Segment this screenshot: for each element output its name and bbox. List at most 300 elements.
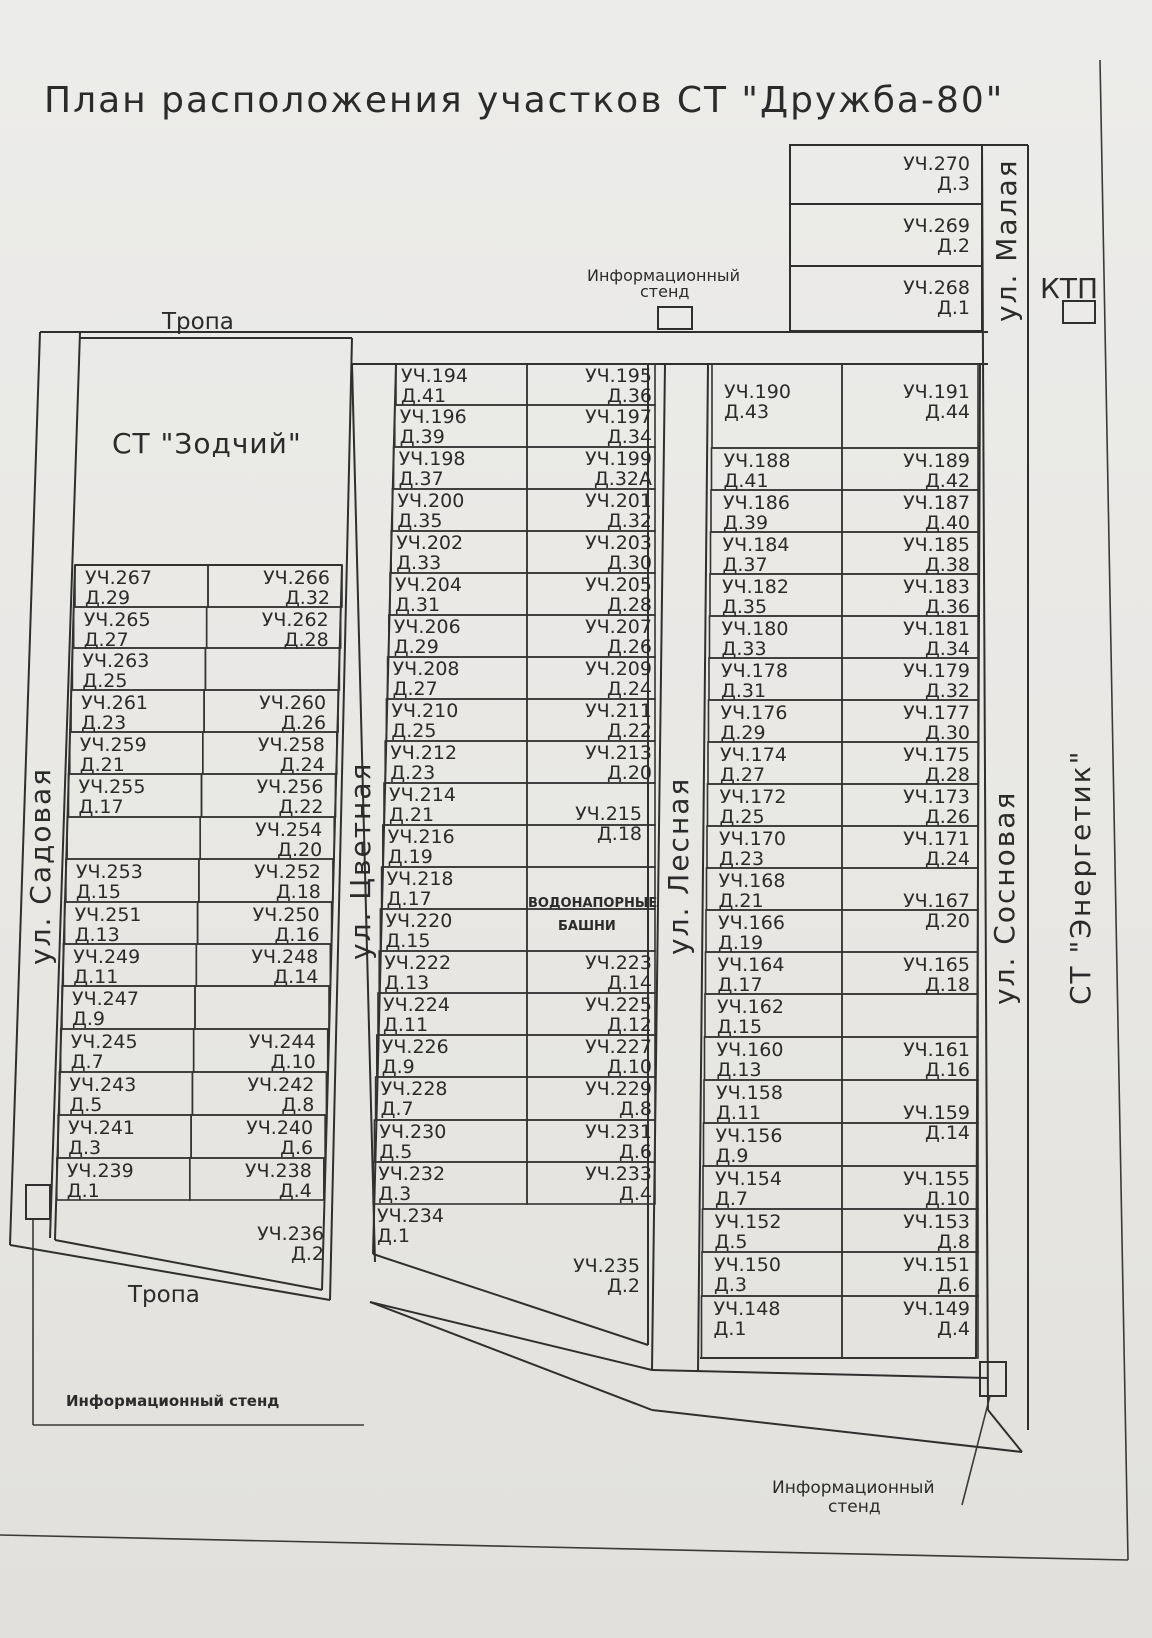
lot-house-number: Д.20 — [606, 762, 652, 784]
lot-214[interactable] — [389, 784, 456, 826]
lot-number: УЧ.150 — [714, 1254, 781, 1276]
lot-number: УЧ.215 — [575, 803, 642, 825]
lot-176[interactable] — [721, 702, 788, 744]
lot-177[interactable] — [903, 702, 970, 744]
lot-243[interactable] — [69, 1074, 136, 1116]
lot-181[interactable] — [903, 618, 970, 660]
lot-house-number: Д.7 — [715, 1188, 748, 1210]
lot-250[interactable] — [253, 904, 320, 946]
lot-180[interactable] — [722, 618, 789, 660]
lot-number: УЧ.220 — [385, 910, 453, 932]
lot-number: УЧ.235 — [573, 1255, 640, 1277]
lot-265[interactable] — [84, 609, 151, 651]
lot-number: УЧ.251 — [74, 904, 142, 926]
lot-number: УЧ.208 — [392, 658, 460, 680]
lot-house-number: Д.15 — [717, 1016, 763, 1038]
lot-number: УЧ.253 — [75, 861, 143, 883]
lot-232[interactable] — [378, 1163, 445, 1205]
lot-boundary — [67, 817, 200, 859]
lot-house-number: Д.27 — [720, 764, 766, 786]
lot-number: УЧ.260 — [259, 692, 327, 714]
lot-number: УЧ.267 — [85, 567, 152, 589]
tropa-top-label: Тропа — [162, 309, 234, 335]
lot-155[interactable] — [903, 1168, 970, 1210]
lot-239[interactable] — [67, 1160, 134, 1202]
lot-number: УЧ.210 — [391, 700, 459, 722]
lot-number: УЧ.269 — [903, 215, 970, 237]
lot-number: УЧ.233 — [585, 1163, 652, 1185]
lot-number: УЧ.228 — [380, 1078, 448, 1100]
lot-house-number: Д.18 — [275, 881, 321, 903]
lot-number: УЧ.211 — [585, 700, 652, 722]
info-stand-bottom-label-2: стенд — [828, 1497, 881, 1517]
lot-173[interactable] — [903, 786, 970, 828]
lot-house-number: Д.39 — [399, 426, 445, 448]
lot-188[interactable] — [724, 450, 791, 492]
lot-170[interactable] — [719, 828, 786, 870]
lot-house-number: Д.1 — [377, 1225, 410, 1247]
lot-house-number: Д.12 — [606, 1014, 652, 1036]
lot-167[interactable] — [903, 890, 970, 932]
lot-house-number: Д.36 — [606, 385, 652, 407]
lot-house-number: Д.20 — [924, 910, 970, 932]
info-stand-left-icon — [26, 1185, 50, 1219]
lot-house-number: Д.5 — [69, 1094, 103, 1116]
lot-197[interactable] — [585, 406, 652, 448]
lot-house-number: Д.32 — [606, 510, 652, 532]
lot-number: УЧ.168 — [718, 870, 786, 892]
lot-number: УЧ.227 — [585, 1036, 652, 1058]
lot-house-number: Д.22 — [606, 720, 652, 742]
lot-grid — [57, 364, 978, 1358]
lot-number: УЧ.162 — [717, 996, 784, 1018]
street-sosnovaya: ул. Сосновая — [988, 790, 1021, 1005]
lot-house-number: Д.2 — [607, 1275, 640, 1297]
lot-house-number: Д.19 — [718, 932, 764, 954]
lot-number: УЧ.182 — [722, 576, 789, 598]
st-energetik-label: СТ "Энергетик" — [1064, 749, 1097, 1005]
lot-174[interactable] — [720, 744, 787, 786]
lot-165[interactable] — [903, 954, 970, 996]
lot-number: УЧ.231 — [585, 1121, 652, 1143]
info-stand-left-label: Информационный стенд — [66, 1392, 280, 1410]
lot-205[interactable] — [585, 574, 652, 616]
lot-222[interactable] — [384, 952, 451, 994]
lot-house-number: Д.1 — [713, 1318, 747, 1340]
lot-183[interactable] — [903, 576, 970, 618]
lot-house-number: Д.21 — [79, 754, 125, 776]
lot-house-number: Д.25 — [391, 720, 437, 742]
lot-house-number: Д.19 — [387, 846, 433, 868]
street-tsvetnaya: ул. Цветная — [344, 761, 377, 960]
lot-number: УЧ.195 — [585, 365, 652, 387]
lot-house-number: Д.26 — [281, 712, 327, 734]
lot-number: УЧ.151 — [903, 1254, 970, 1276]
lot-172[interactable] — [720, 786, 787, 828]
lot-225[interactable] — [585, 994, 652, 1036]
lot-house-number: Д.8 — [281, 1094, 315, 1116]
lot-house-number: Д.23 — [81, 712, 127, 734]
lot-house-number: Д.32 — [284, 587, 330, 609]
lot-179[interactable] — [903, 660, 970, 702]
lot-number: УЧ.245 — [70, 1031, 138, 1053]
lot-263[interactable] — [82, 650, 149, 692]
lot-number: УЧ.254 — [255, 819, 323, 841]
road-south-5 — [988, 1410, 1022, 1452]
lot-house-number: Д.34 — [606, 426, 652, 448]
lot-house-number: Д.4 — [278, 1180, 312, 1202]
info-stand-bottom-label-1: Информационный — [772, 1478, 935, 1498]
lot-260[interactable] — [259, 692, 326, 734]
lot-house-number: Д.38 — [924, 554, 970, 576]
lot-269[interactable] — [903, 215, 970, 257]
lot-224[interactable] — [383, 994, 450, 1036]
lot-boundary — [205, 648, 339, 690]
lot-number: УЧ.194 — [401, 365, 468, 387]
lot-number: УЧ.203 — [585, 532, 652, 554]
lot-194[interactable] — [401, 365, 468, 407]
lot-house-number: Д.9 — [381, 1056, 415, 1078]
lot-252[interactable] — [254, 861, 321, 903]
lot-164[interactable] — [718, 954, 785, 996]
lot-number: УЧ.256 — [256, 776, 324, 798]
lot-226[interactable] — [382, 1036, 449, 1078]
lot-number: УЧ.170 — [719, 828, 786, 850]
lot-number: УЧ.207 — [585, 616, 652, 638]
lot-233[interactable] — [585, 1163, 652, 1205]
lot-house-number: Д.21 — [718, 890, 764, 912]
lot-house-number: Д.17 — [717, 974, 763, 996]
road-south-1 — [370, 1302, 652, 1370]
lot-number: УЧ.232 — [378, 1163, 446, 1185]
road-south-2 — [652, 1370, 988, 1378]
lot-house-number: Д.28 — [924, 764, 970, 786]
lot-house-number: Д.35 — [397, 510, 443, 532]
lot-number: УЧ.186 — [723, 492, 790, 514]
lot-207[interactable] — [585, 616, 652, 658]
lot-house-number: Д.29 — [85, 587, 131, 609]
lot-house-number: Д.11 — [716, 1102, 762, 1124]
lot-151[interactable] — [903, 1254, 970, 1296]
lot-189[interactable] — [903, 450, 970, 492]
lot-number: УЧ.161 — [903, 1039, 970, 1061]
lot-number: УЧ.240 — [246, 1117, 314, 1139]
lot-house-number: Д.11 — [383, 1014, 429, 1036]
lot-209[interactable] — [585, 658, 652, 700]
lot-house-number: Д.40 — [924, 512, 970, 534]
lot-204[interactable] — [395, 574, 462, 616]
lot-number: УЧ.167 — [903, 890, 970, 912]
lot-house-number: Д.42 — [924, 470, 970, 492]
lot-number: УЧ.200 — [397, 490, 465, 512]
lot-number: УЧ.160 — [716, 1039, 784, 1061]
lot-198[interactable] — [399, 448, 466, 490]
lot-number: УЧ.248 — [251, 946, 319, 968]
lot-number: УЧ.198 — [398, 448, 466, 470]
lot-228[interactable] — [381, 1078, 448, 1120]
water-towers-label-1: ВОДОНАПОРНЫЕ — [528, 896, 658, 911]
lot-number: УЧ.216 — [387, 826, 455, 848]
lot-number: УЧ.223 — [585, 952, 652, 974]
lot-152[interactable] — [715, 1211, 782, 1253]
lot-234[interactable] — [377, 1205, 444, 1247]
lot-number: УЧ.258 — [257, 734, 325, 756]
lot-number: УЧ.218 — [386, 868, 454, 890]
lot-251[interactable] — [75, 904, 142, 946]
lot-245[interactable] — [71, 1031, 138, 1073]
lot-206[interactable] — [394, 616, 461, 658]
lot-249[interactable] — [73, 946, 140, 988]
lot-number: УЧ.243 — [69, 1074, 137, 1096]
lot-187[interactable] — [903, 492, 970, 534]
lot-house-number: Д.3 — [714, 1274, 747, 1296]
lot-190[interactable] — [724, 381, 791, 423]
lot-house-number: Д.5 — [714, 1231, 748, 1253]
road-south-4 — [370, 1302, 652, 1410]
lot-220[interactable] — [385, 910, 452, 952]
lot-number: УЧ.255 — [78, 776, 146, 798]
lot-215[interactable] — [575, 803, 642, 845]
lot-178[interactable] — [721, 660, 788, 702]
lot-227[interactable] — [585, 1036, 652, 1078]
lot-number: УЧ.242 — [247, 1074, 315, 1096]
lot-number: УЧ.225 — [585, 994, 652, 1016]
lot-house-number: Д.26 — [924, 806, 970, 828]
lot-171[interactable] — [903, 828, 970, 870]
lot-house-number: Д.33 — [396, 552, 442, 574]
lot-house-number: Д.27 — [83, 629, 129, 651]
lot-186[interactable] — [723, 492, 790, 534]
lot-247[interactable] — [72, 988, 139, 1030]
lot-266[interactable] — [263, 567, 330, 609]
lot-191[interactable] — [903, 381, 970, 423]
lot-house-number: Д.8 — [937, 1231, 970, 1253]
lot-number: УЧ.184 — [722, 534, 790, 556]
lot-number: УЧ.176 — [720, 702, 788, 724]
lot-184[interactable] — [723, 534, 790, 576]
lot-212[interactable] — [390, 742, 457, 784]
lot-number: УЧ.189 — [903, 450, 970, 472]
lot-house-number: Д.14 — [273, 966, 319, 988]
lot-house-number: Д.25 — [719, 806, 765, 828]
lot-238[interactable] — [245, 1160, 312, 1202]
lot-218[interactable] — [387, 868, 454, 910]
lot-house-number: Д.44 — [924, 401, 970, 423]
lot-house-number: Д.5 — [379, 1141, 413, 1163]
lot-number: УЧ.158 — [716, 1082, 783, 1104]
lot-number: УЧ.188 — [723, 450, 791, 472]
lot-244[interactable] — [249, 1031, 316, 1073]
lot-house-number: Д.28 — [283, 629, 329, 651]
lot-number: УЧ.202 — [396, 532, 464, 554]
lot-number: УЧ.261 — [81, 692, 149, 714]
lot-208[interactable] — [393, 658, 460, 700]
lot-house-number: Д.30 — [924, 722, 970, 744]
lot-number: УЧ.164 — [717, 954, 785, 976]
lot-154[interactable] — [715, 1168, 782, 1210]
lot-house-number: Д.20 — [277, 839, 323, 861]
street-sadovaya: ул. Садовая — [24, 767, 57, 965]
lot-175[interactable] — [903, 744, 970, 786]
lot-house-number: Д.9 — [72, 1008, 105, 1030]
leader-line-bottom — [962, 1396, 990, 1505]
lot-213[interactable] — [585, 742, 652, 784]
lot-number: УЧ.180 — [721, 618, 789, 640]
lot-223[interactable] — [585, 952, 652, 994]
lot-house-number: Д.34 — [924, 638, 970, 660]
lot-248[interactable] — [251, 946, 318, 988]
lot-house-number: Д.16 — [274, 924, 320, 946]
lot-158[interactable] — [716, 1082, 783, 1124]
lot-161[interactable] — [903, 1039, 970, 1081]
lot-number: УЧ.224 — [383, 994, 450, 1016]
sosnovaya-west-edge — [982, 145, 988, 1410]
lot-house-number: Д.3 — [937, 173, 970, 195]
lot-number: УЧ.234 — [377, 1205, 444, 1227]
lot-254[interactable] — [255, 819, 322, 861]
lot-270[interactable] — [903, 153, 970, 195]
lot-261[interactable] — [81, 692, 148, 734]
lot-202[interactable] — [396, 532, 463, 574]
lot-number: УЧ.244 — [248, 1031, 316, 1053]
lot-number: УЧ.181 — [903, 618, 970, 640]
lot-number: УЧ.249 — [73, 946, 141, 968]
lot-230[interactable] — [379, 1121, 446, 1163]
lot-216[interactable] — [388, 826, 455, 868]
lot-number: УЧ.173 — [903, 786, 970, 808]
lot-160[interactable] — [717, 1039, 784, 1081]
lot-house-number: Д.23 — [719, 848, 765, 870]
lot-number: УЧ.229 — [585, 1078, 652, 1100]
lot-200[interactable] — [397, 490, 464, 532]
lot-number: УЧ.175 — [903, 744, 970, 766]
lot-house-number: Д.9 — [715, 1145, 749, 1167]
lot-159[interactable] — [903, 1102, 970, 1144]
lot-number: УЧ.172 — [719, 786, 787, 808]
lot-242[interactable] — [247, 1074, 314, 1116]
lot-house-number: Д.24 — [924, 848, 970, 870]
lot-number: УЧ.266 — [263, 567, 330, 589]
lot-185[interactable] — [903, 534, 970, 576]
lot-house-number: Д.39 — [723, 512, 769, 534]
lot-number: УЧ.197 — [585, 406, 652, 428]
lot-262[interactable] — [262, 609, 329, 651]
lot-253[interactable] — [76, 861, 143, 903]
lot-number: УЧ.177 — [903, 702, 970, 724]
lot-150[interactable] — [714, 1254, 781, 1296]
lot-number: УЧ.190 — [724, 381, 791, 403]
lot-259[interactable] — [80, 734, 147, 776]
lot-236[interactable] — [257, 1223, 324, 1265]
lot-number: УЧ.213 — [585, 742, 652, 764]
lot-number: УЧ.239 — [66, 1160, 134, 1182]
lot-182[interactable] — [722, 576, 789, 618]
lot-211[interactable] — [585, 700, 652, 742]
lot-210[interactable] — [391, 700, 458, 742]
lot-162[interactable] — [717, 996, 784, 1038]
info-stand-top-label-1: Информационный — [587, 266, 740, 285]
lot-195[interactable] — [585, 365, 652, 407]
lot-156[interactable] — [716, 1125, 783, 1167]
lot-199[interactable] — [585, 448, 652, 490]
lot-house-number: Д.8 — [619, 1098, 652, 1120]
lot-number: УЧ.199 — [585, 448, 652, 470]
lot-house-number: Д.15 — [75, 881, 121, 903]
lot-number: УЧ.265 — [83, 609, 151, 631]
lot-house-number: Д.10 — [606, 1056, 652, 1078]
lot-number: УЧ.183 — [903, 576, 970, 598]
lot-number: УЧ.196 — [399, 406, 467, 428]
lot-house-number: Д.32А — [593, 468, 652, 490]
lot-number: УЧ.252 — [253, 861, 321, 883]
lot-house-number: Д.6 — [937, 1274, 970, 1296]
plan-title: План расположения участков СТ "Дружба-80" — [44, 80, 1005, 121]
street-malaya: ул. Малая — [990, 158, 1023, 322]
lot-number: УЧ.268 — [903, 277, 970, 299]
lot-number: УЧ.179 — [903, 660, 970, 682]
lot-148[interactable] — [714, 1298, 781, 1340]
lot-number: УЧ.206 — [393, 616, 461, 638]
lot-196[interactable] — [400, 406, 467, 448]
lot-231[interactable] — [585, 1121, 652, 1163]
lot-166[interactable] — [718, 912, 785, 954]
lot-258[interactable] — [258, 734, 325, 776]
lot-number: УЧ.174 — [720, 744, 787, 766]
ktp-label: КТП — [1040, 272, 1099, 305]
lot-240[interactable] — [246, 1117, 313, 1159]
lot-house-number: Д.41 — [401, 385, 447, 407]
lot-168[interactable] — [719, 870, 786, 912]
lot-number: УЧ.212 — [390, 742, 458, 764]
lot-number: УЧ.214 — [389, 784, 456, 806]
lot-number: УЧ.153 — [903, 1211, 970, 1233]
lot-256[interactable] — [257, 776, 324, 818]
lot-boundary — [842, 994, 978, 1037]
lot-229[interactable] — [585, 1078, 652, 1120]
lot-number: УЧ.204 — [395, 574, 462, 596]
lot-house-number: Д.4 — [937, 1318, 970, 1340]
lot-201[interactable] — [585, 490, 652, 532]
lot-235[interactable] — [573, 1255, 640, 1297]
lot-house-number: Д.33 — [721, 638, 767, 660]
sheet-edge-right — [1100, 60, 1128, 1560]
lot-153[interactable] — [903, 1211, 970, 1253]
lot-number: УЧ.259 — [79, 734, 147, 756]
lot-number: УЧ.165 — [903, 954, 970, 976]
lot-house-number: Д.29 — [393, 636, 439, 658]
lot-number: УЧ.209 — [585, 658, 652, 680]
lot-number: УЧ.222 — [384, 952, 452, 974]
lot-house-number: Д.23 — [390, 762, 436, 784]
lot-house-number: Д.1 — [937, 297, 970, 319]
lot-267[interactable] — [85, 567, 152, 609]
lot-268[interactable] — [903, 277, 970, 319]
lot-number: УЧ.247 — [72, 988, 139, 1010]
info-stand-top-label-2: стенд — [640, 282, 690, 301]
lot-house-number: Д.41 — [723, 470, 769, 492]
lot-203[interactable] — [585, 532, 652, 574]
lot-255[interactable] — [79, 776, 146, 818]
lot-241[interactable] — [68, 1117, 135, 1159]
lot-149[interactable] — [903, 1298, 970, 1340]
lot-house-number: Д.24 — [606, 678, 652, 700]
lot-house-number: Д.43 — [724, 401, 770, 423]
lot-number: УЧ.178 — [721, 660, 788, 682]
lot-house-number: Д.13 — [716, 1059, 762, 1081]
lot-number: УЧ.156 — [715, 1125, 783, 1147]
lot-house-number: Д.18 — [924, 974, 970, 996]
lot-house-number: Д.36 — [924, 596, 970, 618]
